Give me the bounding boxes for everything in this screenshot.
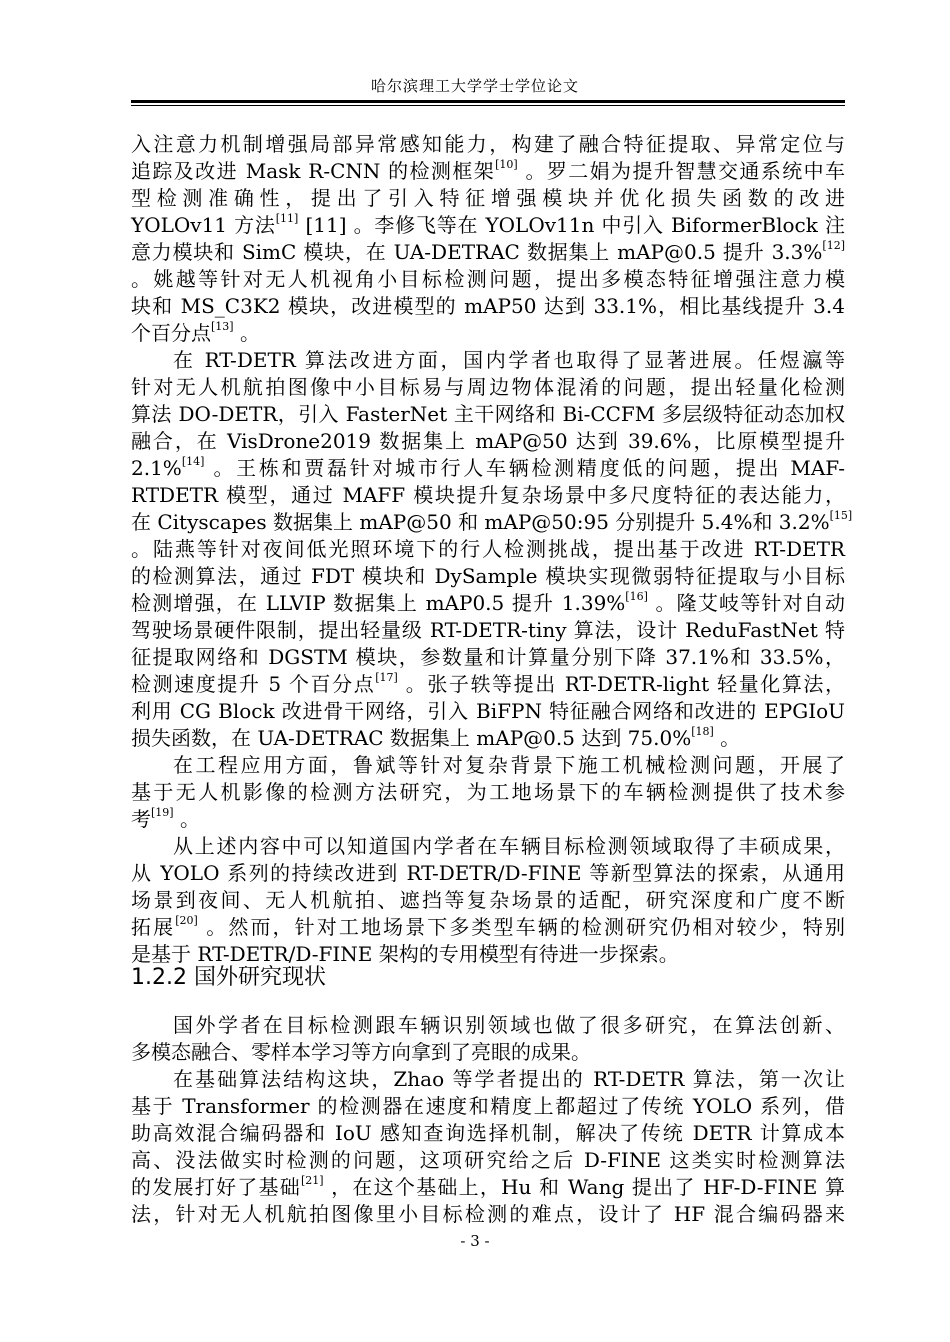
text-line: 场景到夜间、无人机航拍、遮挡等复杂场景的适配，研究深度和广度不断: [131, 888, 845, 912]
text-line: 针对无人机航拍图像中小目标易与周边物体混淆的问题，提出轻量化检测: [131, 375, 845, 399]
text-line: 的检测算法，通过 FDT 模块和 DySample 模块实现微弱特征提取与小目标: [131, 564, 845, 588]
text-line: 融合，在 VisDrone2019 数据集上 mAP@50 达到 39.6%，比原模型提升: [131, 429, 845, 453]
text-line: 2.1%[14] 。王栋和贾磊针对城市行人车辆检测精度低的问题，提出 MAF-: [131, 455, 845, 480]
text-line: 基于 Transformer 的检测器在速度和精度上都超过了传统 YOLO 系列，借: [131, 1094, 845, 1118]
text-line: 损失函数，在 UA-DETRAC 数据集上 mAP@0.5 达到 75.0%[18] 。: [131, 725, 741, 750]
text-line: 。陆燕等针对夜间低光照环境下的行人检测挑战，提出基于改进 RT-DETR: [131, 537, 845, 561]
header-rule-thin: [131, 105, 845, 106]
running-header: 哈尔滨理工大学学士学位论文: [370, 77, 579, 95]
text-line: 个百分点[13] 。: [131, 320, 260, 345]
text-line: 。姚越等针对无人机视角小目标检测问题，提出多模态特征增强注意力模: [131, 267, 845, 291]
section-heading: 1.2.2 国外研究现状: [131, 965, 326, 990]
text-line: 国外学者在目标检测跟车辆识别领域也做了很多研究，在算法创新、: [173, 1013, 845, 1037]
text-line: 从上述内容中可以知道国内学者在车辆目标检测领域取得了丰硕成果，: [173, 834, 845, 858]
text-line: 检测速度提升 5 个百分点[17] 。张子轶等提出 RT-DETR-light 轻量化算法，: [131, 671, 845, 696]
text-line: 追踪及改进 Mask R-CNN 的检测框架[10] 。罗二娟为提升智慧交通系统中车: [131, 158, 846, 183]
text-line: 在 RT-DETR 算法改进方面，国内学者也取得了显著进展。任煜瀛等: [173, 348, 845, 372]
text-line: 在 Cityscapes 数据集上 mAP@50 和 mAP@50:95 分别提升 5.4%和 3.2%[15]: [131, 509, 853, 534]
text-line: 算法 DO-DETR，引入 FasterNet 主干网络和 Bi-CCFM 多层级特征动态加权: [131, 402, 845, 426]
text-line: 块和 MS_C3K2 模块，改进模型的 mAP50 达到 33.1%，相比基线提升 3.4: [131, 294, 845, 318]
text-line: 拓展[20] 。然而，针对工地场景下多类型车辆的检测研究仍相对较少，特别: [131, 914, 846, 939]
header-rule-thick: [131, 100, 845, 103]
text-line: 驾驶场景硬件限制，提出轻量级 RT-DETR-tiny 算法，设计 ReduFastNet 特: [131, 618, 845, 642]
text-line: 法，针对无人机航拍图像里小目标检测的难点，设计了 HF 混合编码器来: [131, 1202, 845, 1226]
body-text-block-1: [131, 131, 853, 968]
page-number: - 3 -: [460, 1232, 490, 1250]
text-line: 征提取网络和 DGSTM 模块，参数量和计算量分别下降 37.1%和 33.5%，: [131, 645, 845, 669]
text-line: 的发展打好了基础[21] ，在这个基础上，Hu 和 Wang 提出了 HF-D-FINE 算: [131, 1174, 845, 1199]
text-line: 检测增强，在 LLVIP 数据集上 mAP0.5 提升 1.39%[16] 。隆艾岐等针对自动: [131, 590, 846, 615]
text-line: 考[19] 。: [131, 806, 200, 831]
body-text-block-2: [131, 1012, 845, 1228]
text-line: 意力模块和 SimC 模块，在 UA-DETRAC 数据集上 mAP@0.5 提升 3.3%[12]: [131, 239, 845, 264]
text-line: 从 YOLO 系列的持续改进到 RT-DETR/D-FINE 等新型算法的探索，从通用: [131, 861, 845, 885]
text-line: RTDETR 模型，通过 MAFF 模块提升复杂场景中多尺度特征的表达能力，: [131, 483, 845, 507]
text-line: 利用 CG Block 改进骨干网络，引入 BiFPN 特征融合网络和改进的 EPGIoU: [131, 699, 845, 723]
text-line: 在基础算法结构这块，Zhao 等学者提出的 RT-DETR 算法，第一次让: [173, 1067, 845, 1091]
text-line: 助高效混合编码器和 IoU 感知查询选择机制，解决了传统 DETR 计算成本: [131, 1121, 845, 1145]
text-line: 高、没法做实时检测的问题，这项研究给之后 D-FINE 这类实时检测算法: [131, 1148, 845, 1172]
text-line: 型检测准确性，提出了引入特征增强模块并优化损失函数的改进: [131, 186, 845, 210]
text-line: 基于无人机影像的检测方法研究，为工地场景下的车辆检测提供了技术参: [131, 780, 845, 804]
text-line: 多模态融合、零样本学习等方向拿到了亮眼的成果。: [131, 1040, 591, 1064]
text-line: 在工程应用方面，鲁斌等针对复杂背景下施工机械检测问题，开展了: [173, 753, 845, 777]
text-line: YOLOv11 方法[11] [11] 。李修飞等在 YOLOv11n 中引入 BiformerBlock 注: [131, 212, 845, 237]
text-line: 是基于 RT-DETR/D-FINE 架构的专用模型有待进一步探索。: [131, 942, 679, 966]
text-line: 入注意力机制增强局部异常感知能力，构建了融合特征提取、异常定位与: [131, 132, 845, 156]
